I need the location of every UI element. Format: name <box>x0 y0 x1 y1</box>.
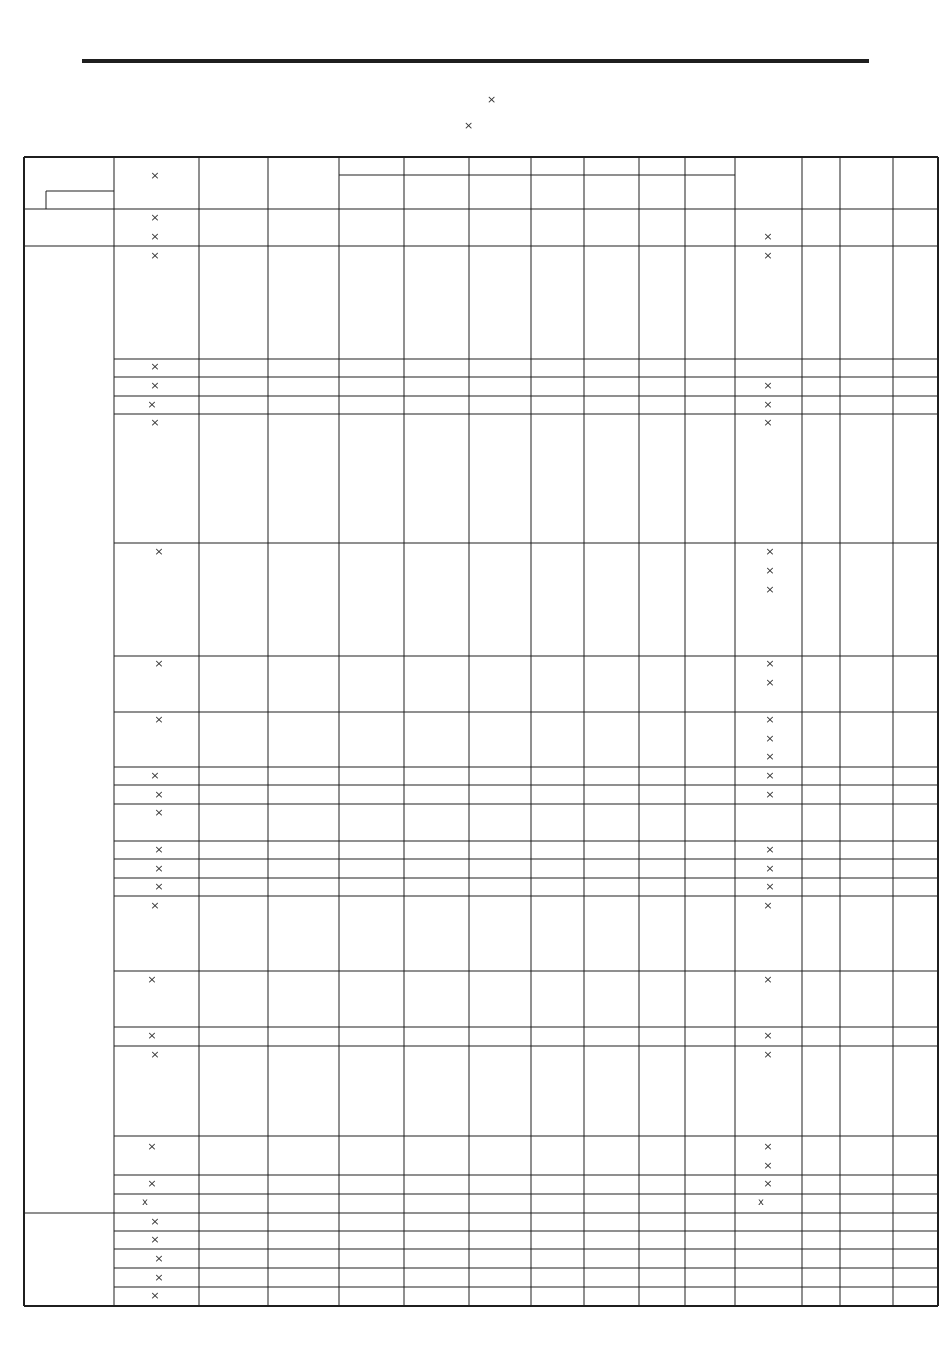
remarks-cell-cross-mark: × <box>765 732 775 745</box>
spec-cell-cross-mark: × <box>150 1215 160 1228</box>
spec-cell-cross-mark: × <box>147 398 157 411</box>
remarks-cell-cross-mark: × <box>763 416 773 429</box>
spec-cell-cross-mark: × <box>150 379 160 392</box>
remarks-cell-cross-mark: × <box>763 1029 773 1042</box>
spec-cell-cross-mark: × <box>147 973 157 986</box>
spec-cell-cross-mark: × <box>154 843 164 856</box>
spec-cell-cross-mark: × <box>154 1252 164 1265</box>
spec-cell-cross-mark: × <box>154 880 164 893</box>
remarks-cell-cross-mark: × <box>765 788 775 801</box>
remarks-cell-cross-mark: × <box>763 1177 773 1190</box>
remarks-cell-cross-mark: × <box>763 1048 773 1061</box>
remarks-cell-cross-mark: × <box>765 545 775 558</box>
spec-cell-cross-mark: × <box>154 862 164 875</box>
spec-cell-cross-mark: × <box>154 806 164 819</box>
spec-cell-cross-mark: × <box>150 1233 160 1246</box>
remarks-cell-cross-mark: × <box>763 899 773 912</box>
remarks-cell-cross-mark: × <box>763 230 773 243</box>
spec-cell-cross-mark: × <box>150 769 160 782</box>
spec-cell-cross-mark: × <box>150 899 160 912</box>
remarks-cell-cross-mark: × <box>765 676 775 689</box>
spec-cell-cross-mark: × <box>147 1140 157 1153</box>
remarks-cell-cross-mark: x <box>758 1197 764 1208</box>
spec-cell-cross-mark: × <box>147 1177 157 1190</box>
header-cross-mark-1: × <box>487 93 497 106</box>
spec-cell-cross-mark: × <box>154 545 164 558</box>
spec-cell-cross-mark: x <box>142 1197 148 1208</box>
remarks-cell-cross-mark: × <box>765 843 775 856</box>
remarks-cell-cross-mark: × <box>763 398 773 411</box>
spec-cell-cross-mark: × <box>154 713 164 726</box>
remarks-cell-cross-mark: × <box>765 862 775 875</box>
remarks-cell-cross-mark: × <box>765 564 775 577</box>
spec-cell-cross-mark: × <box>147 1029 157 1042</box>
spec-cell-cross-mark: × <box>150 416 160 429</box>
remarks-cell-cross-mark: × <box>765 750 775 763</box>
remarks-cell-cross-mark: × <box>763 973 773 986</box>
remarks-cell-cross-mark: × <box>765 880 775 893</box>
spec-cell-cross-mark: × <box>154 1271 164 1284</box>
remarks-cell-cross-mark: × <box>765 657 775 670</box>
remarks-cell-cross-mark: × <box>765 583 775 596</box>
spec-cell-cross-mark: × <box>150 211 160 224</box>
spec-cell-cross-mark: × <box>154 788 164 801</box>
remarks-cell-cross-mark: × <box>763 1140 773 1153</box>
spec-cell-cross-mark: × <box>150 1289 160 1302</box>
header-cell-cross-mark: × <box>150 169 160 182</box>
remarks-cell-cross-mark: × <box>765 713 775 726</box>
spec-cell-cross-mark: × <box>150 1048 160 1061</box>
spec-cell-cross-mark: × <box>150 230 160 243</box>
spec-cell-cross-mark: × <box>150 249 160 262</box>
remarks-cell-cross-mark: × <box>765 769 775 782</box>
remarks-cell-cross-mark: × <box>763 379 773 392</box>
spec-cell-cross-mark: × <box>154 657 164 670</box>
remarks-cell-cross-mark: × <box>763 249 773 262</box>
header-cross-mark-2: × <box>464 119 474 132</box>
spec-cell-cross-mark: × <box>150 360 160 373</box>
remarks-cell-cross-mark: × <box>763 1159 773 1172</box>
